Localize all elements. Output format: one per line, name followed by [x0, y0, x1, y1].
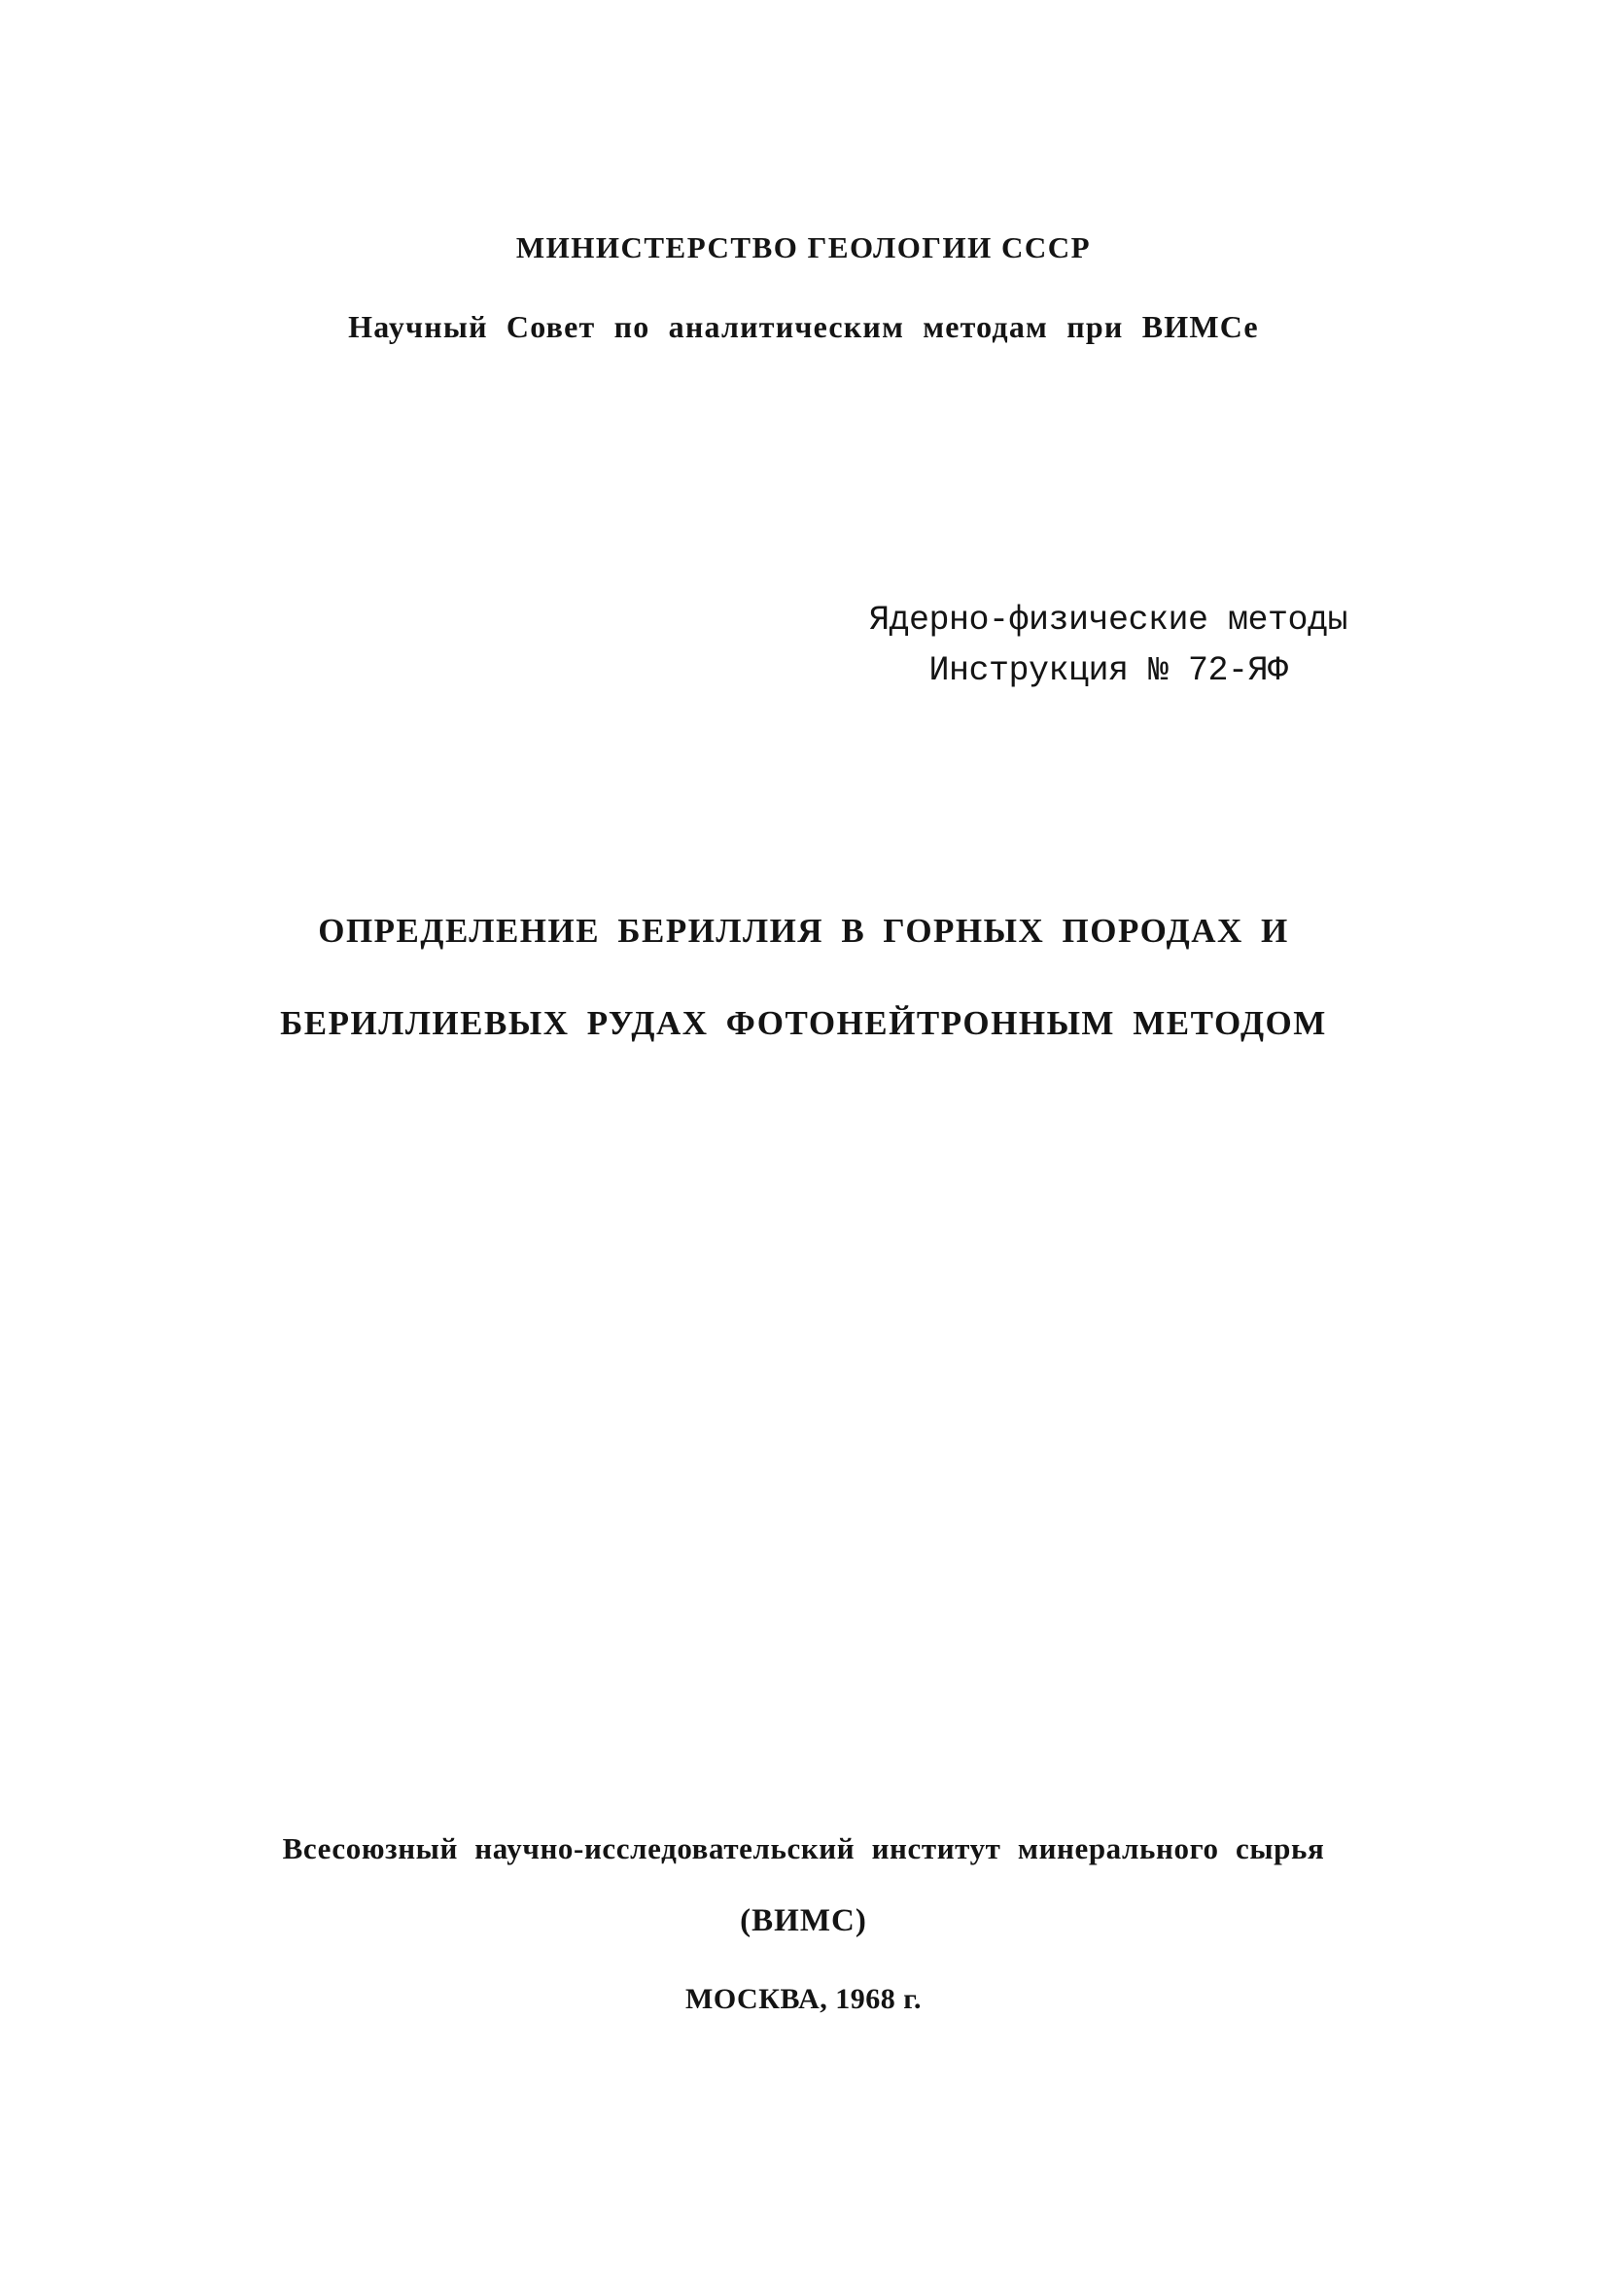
council-subheading: Научный Совет по аналитическим методам при ВИМСе	[348, 309, 1259, 344]
document-title-line-1: ОПРЕДЕЛЕНИЕ БЕРИЛЛИЯ В ГОРНЫХ ПОРОДАХ И	[318, 912, 1289, 950]
method-block	[836, 595, 1380, 696]
ministry-heading: МИНИСТЕРСТВО ГЕОЛОГИИ СССР	[515, 230, 1092, 264]
method-category: Ядерно-физические методы	[868, 601, 1348, 640]
publication-city-year: МОСКВА, 1968 г.	[685, 1983, 922, 2015]
publisher-institute: Всесоюзный научно-исследовательский институт минерального сырья	[282, 1831, 1325, 1865]
instruction-number: Инструкция № 72-ЯФ	[928, 651, 1288, 690]
publisher-abbreviation: (ВИМС)	[740, 1903, 867, 1938]
document-title-line-2: БЕРИЛЛИЕВЫХ РУДАХ ФОТОНЕЙТРОННЫМ МЕТОДОМ	[280, 1004, 1327, 1042]
